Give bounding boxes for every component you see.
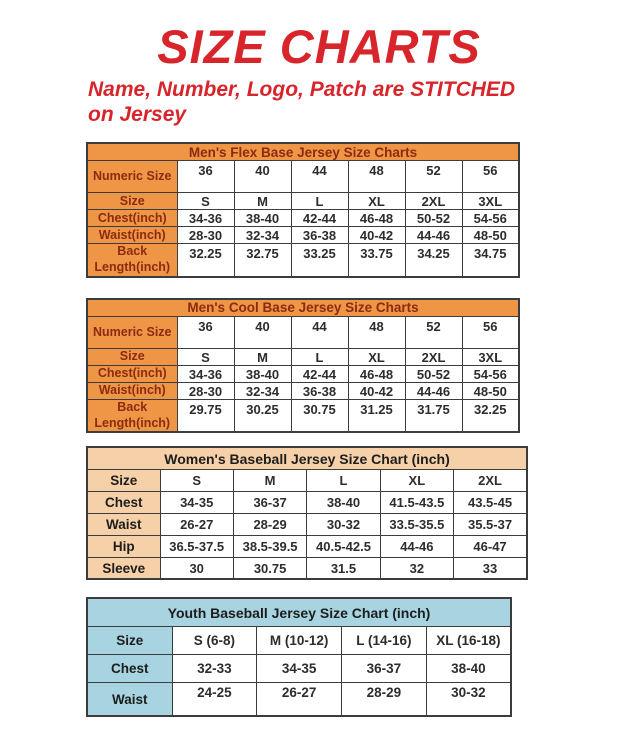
row-label: Waist(inch)	[87, 383, 177, 400]
row-label: Chest(inch)	[87, 210, 177, 227]
cell-value: 40	[234, 161, 291, 193]
cell-value: 30.75	[291, 400, 348, 433]
row-label: Chest(inch)	[87, 366, 177, 383]
table-row	[87, 383, 519, 400]
cell-value: 38-40	[307, 491, 380, 513]
table-row	[87, 349, 519, 366]
cell-value: 50-52	[405, 210, 462, 227]
cell-value: 2XL	[405, 349, 462, 366]
cell-value: 31.5	[307, 557, 380, 579]
cell-value: 35.5-37	[454, 513, 527, 535]
table-row	[87, 317, 519, 349]
cell-value: M	[234, 349, 291, 366]
cell-value: 31.25	[348, 400, 405, 433]
cell-value: 44	[291, 161, 348, 193]
cell-value: 34-36	[177, 366, 234, 383]
table-row	[87, 491, 527, 513]
youth-size-table	[86, 597, 512, 717]
cell-value: S	[177, 193, 234, 210]
cell-value: 32-34	[234, 383, 291, 400]
cell-value: S	[160, 469, 233, 491]
cell-value: 34-35	[160, 491, 233, 513]
cell-value: L	[291, 349, 348, 366]
cell-value: 34-35	[257, 654, 342, 682]
page-subtitle-line2: on Jersey	[88, 103, 187, 127]
cell-value: M (10-12)	[257, 626, 342, 654]
cell-value: 44-46	[405, 383, 462, 400]
cell-value: 48	[348, 161, 405, 193]
row-label: Numeric Size	[87, 317, 177, 349]
cell-value: 36	[177, 317, 234, 349]
mens-flex-table-title: Men's Flex Base Jersey Size Charts	[87, 143, 519, 161]
cell-value: 52	[405, 161, 462, 193]
cell-value: 36.5-37.5	[160, 535, 233, 557]
mens-cool-size-table	[86, 298, 520, 434]
table-mens-flex	[86, 142, 638, 278]
cell-value: 54-56	[462, 366, 519, 383]
cell-value: 34.75	[462, 244, 519, 277]
cell-value: 36-38	[291, 383, 348, 400]
cell-value: 28-30	[177, 227, 234, 244]
cell-value: 33.5-35.5	[380, 513, 453, 535]
cell-value: 44	[291, 317, 348, 349]
cell-value: 36-37	[342, 654, 427, 682]
cell-value: 46-48	[348, 366, 405, 383]
row-label: Sleeve	[87, 557, 160, 579]
cell-value: S	[177, 349, 234, 366]
cell-value: M	[234, 193, 291, 210]
row-label: Chest	[87, 654, 172, 682]
cell-value: 3XL	[462, 349, 519, 366]
cell-value: 33	[454, 557, 527, 579]
cell-value: 36-38	[291, 227, 348, 244]
cell-value: L	[291, 193, 348, 210]
cell-value: 32	[380, 557, 453, 579]
cell-value: 2XL	[454, 469, 527, 491]
cell-value: 43.5-45	[454, 491, 527, 513]
cell-value: 32.25	[177, 244, 234, 277]
table-row	[87, 210, 519, 227]
cell-value: 42-44	[291, 210, 348, 227]
row-label: Waist	[87, 513, 160, 535]
table-row	[87, 626, 511, 654]
table-row	[87, 682, 511, 716]
table-womens	[86, 446, 638, 580]
row-label: Chest	[87, 491, 160, 513]
cell-value: L	[307, 469, 380, 491]
cell-value: 33.75	[348, 244, 405, 277]
cell-value: 32-33	[172, 654, 257, 682]
cell-value: L (14-16)	[342, 626, 427, 654]
table-row	[87, 366, 519, 383]
cell-value: 28-29	[233, 513, 306, 535]
cell-value: 50-52	[405, 366, 462, 383]
row-label: Waist(inch)	[87, 227, 177, 244]
cell-value: 52	[405, 317, 462, 349]
page-title: SIZE CHARTS	[157, 20, 481, 73]
page-subtitle-line1: Name, Number, Logo, Patch are STITCHED	[88, 78, 516, 102]
cell-value: 44-46	[405, 227, 462, 244]
cell-value: 28-29	[342, 682, 427, 716]
cell-value: 41.5-43.5	[380, 491, 453, 513]
row-label: Back Length(inch)	[87, 244, 177, 277]
cell-value: 29.75	[177, 400, 234, 433]
cell-value: 38-40	[426, 654, 511, 682]
table-row	[87, 400, 519, 433]
cell-value: 48	[348, 317, 405, 349]
table-youth	[86, 597, 638, 717]
cell-value: 38-40	[234, 366, 291, 383]
cell-value: 32.75	[234, 244, 291, 277]
row-label: Size	[87, 469, 160, 491]
cell-value: 30.25	[234, 400, 291, 433]
row-label: Size	[87, 349, 177, 366]
row-label: Hip	[87, 535, 160, 557]
cell-value: 40.5-42.5	[307, 535, 380, 557]
cell-value: 54-56	[462, 210, 519, 227]
cell-value: 42-44	[291, 366, 348, 383]
row-label: Size	[87, 193, 177, 210]
cell-value: 28-30	[177, 383, 234, 400]
cell-value: XL	[348, 349, 405, 366]
table-row	[87, 557, 527, 579]
cell-value: 46-47	[454, 535, 527, 557]
cell-value: 30	[160, 557, 233, 579]
cell-value: 36-37	[233, 491, 306, 513]
cell-value: 40-42	[348, 383, 405, 400]
cell-value: 32.25	[462, 400, 519, 433]
cell-value: 38-40	[234, 210, 291, 227]
page-subtitle	[88, 78, 638, 128]
cell-value: 30.75	[233, 557, 306, 579]
table-row	[87, 193, 519, 210]
cell-value: 2XL	[405, 193, 462, 210]
row-label: Numeric Size	[87, 161, 177, 193]
mens-cool-table-title: Men's Cool Base Jersey Size Charts	[87, 299, 519, 317]
cell-value: 48-50	[462, 227, 519, 244]
cell-value: 44-46	[380, 535, 453, 557]
cell-value: 38.5-39.5	[233, 535, 306, 557]
cell-value: 36	[177, 161, 234, 193]
cell-value: 34-36	[177, 210, 234, 227]
cell-value: 24-25	[172, 682, 257, 716]
cell-value: S (6-8)	[172, 626, 257, 654]
table-row	[87, 654, 511, 682]
cell-value: 46-48	[348, 210, 405, 227]
cell-value: 3XL	[462, 193, 519, 210]
cell-value: 56	[462, 317, 519, 349]
row-label: Back Length(inch)	[87, 400, 177, 433]
cell-value: M	[233, 469, 306, 491]
cell-value: XL	[380, 469, 453, 491]
cell-value: XL	[348, 193, 405, 210]
cell-value: XL (16-18)	[426, 626, 511, 654]
cell-value: 26-27	[257, 682, 342, 716]
youth-table-title: Youth Baseball Jersey Size Chart (inch)	[87, 598, 511, 626]
row-label: Size	[87, 626, 172, 654]
cell-value: 31.75	[405, 400, 462, 433]
cell-value: 34.25	[405, 244, 462, 277]
cell-value: 30-32	[307, 513, 380, 535]
table-row	[87, 227, 519, 244]
cell-value: 30-32	[426, 682, 511, 716]
table-row	[87, 161, 519, 193]
table-row	[87, 535, 527, 557]
mens-flex-size-table	[86, 142, 520, 278]
cell-value: 48-50	[462, 383, 519, 400]
cell-value: 33.25	[291, 244, 348, 277]
cell-value: 40	[234, 317, 291, 349]
cell-value: 56	[462, 161, 519, 193]
table-mens-cool	[86, 298, 638, 434]
womens-size-table	[86, 446, 528, 580]
womens-table-title: Women's Baseball Jersey Size Chart (inch)	[87, 447, 527, 469]
row-label: Waist	[87, 682, 172, 716]
cell-value: 32-34	[234, 227, 291, 244]
cell-value: 26-27	[160, 513, 233, 535]
table-row	[87, 469, 527, 491]
table-row	[87, 513, 527, 535]
table-row	[87, 244, 519, 277]
cell-value: 40-42	[348, 227, 405, 244]
